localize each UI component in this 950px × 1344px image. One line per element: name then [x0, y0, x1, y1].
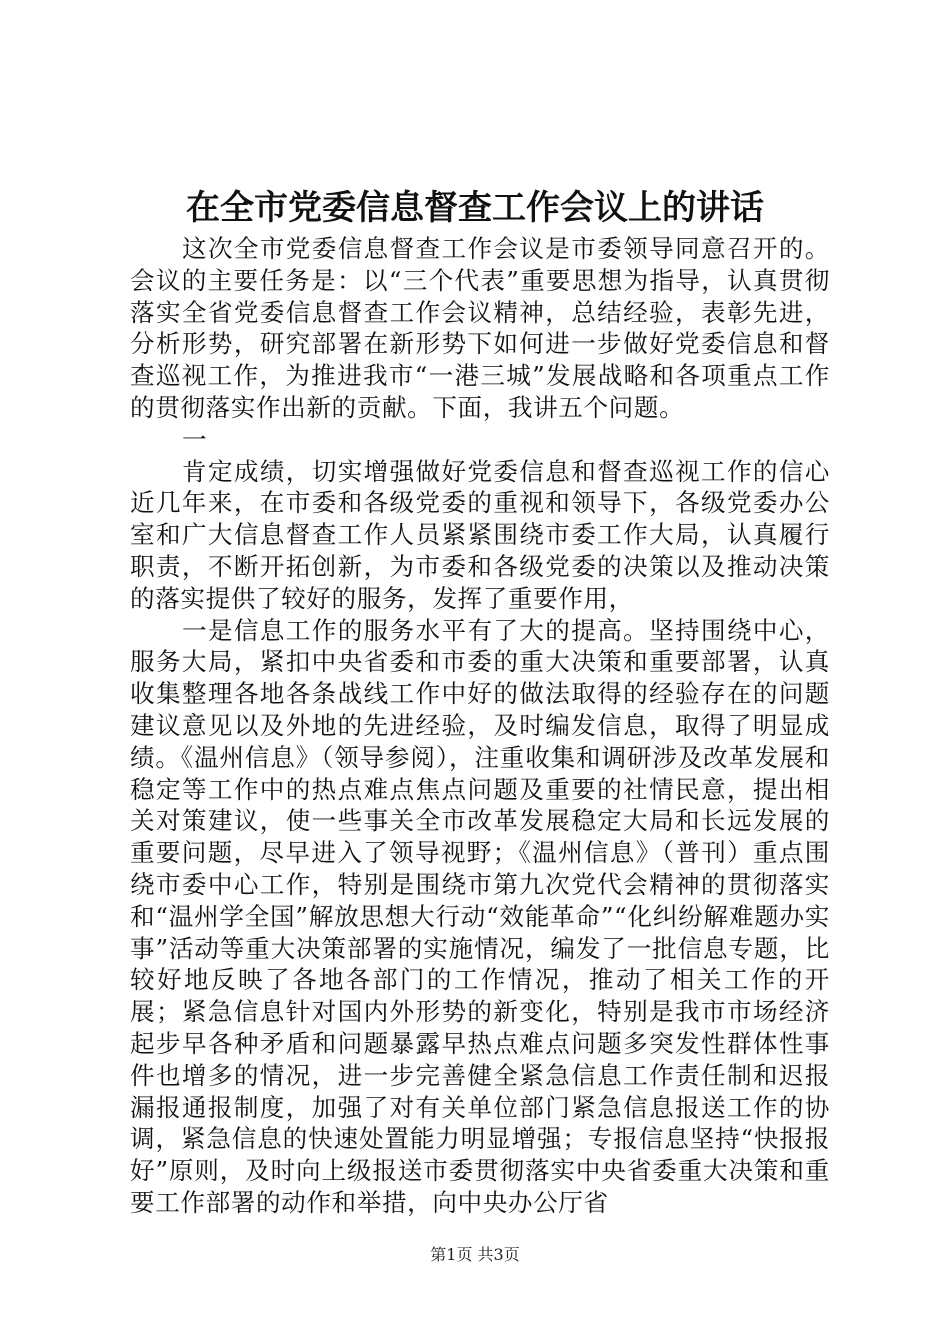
paragraph-section-heading: 肯定成绩，切实增强做好党委信息和督查巡视工作的信心近几年来，在市委和各级党委的重视和领导下，各级党委办公室和广大信息督查工作人员紧紧围绕市委工作大局，认真履行职责，不断开拓创新，为市委和各级党委的决策以及推动决策的落实提供了较好的服务，发挥了重要作用， — [130, 456, 830, 613]
document-body — [130, 233, 830, 1219]
paragraph-info-work: 一是信息工作的服务水平有了大的提高。坚持围绕中心，服务大局，紧扣中央省委和市委的重大决策和重要部署，认真收集整理各地各条战线工作中好的做法取得的经验存在的问题建议意见以及外地的先进经验，及时编发信息，取得了明显成绩。《温州信息》（领导参阅），注重收集和调研涉及改革发展和稳定等工作中的热点难点焦点问题及重要的社情民意，提出相关对策建议，使一些事关全市改革发展稳定大局和长远发展的重要问题，尽早进入了领导视野；《温州信息》（普刊）重点围绕市委中心工作，特别是围绕市第九次党代会精神的贯彻落实和“温州学全国”解放思想大行动“效能革命”“化纠纷解难题办实事”活动等重大决策部署的实施情况，编发了一批信息专题，比较好地反映了各地各部门的工作情况，推动了相关工作的开展；紧急信息针对国内外形势的新变化，特别是我市市场经济起步早各种矛盾和问题暴露早热点难点问题多突发性群体性事件也增多的情况，进一步完善健全紧急信息工作责任制和迟报漏报通报制度，加强了对有关单位部门紧急信息报送工作的协调，紧急信息的快速处置能力明显增强；专报信息坚持“快报报好”原则，及时向上级报送市委贯彻落实中央省委重大决策和重要工作部署的动作和举措，向中央办公厅省 — [130, 615, 830, 1217]
document-title: 在全市党委信息督查工作会议上的讲话 — [186, 188, 764, 228]
section-number: 一 — [182, 424, 208, 454]
page-number-footer: 第1页 共3页 — [430, 1245, 520, 1264]
paragraph-intro: 这次全市党委信息督查工作会议是市委领导同意召开的。会议的主要任务是：以“三个代表”重要思想为指导，认真贯彻落实全省党委信息督查工作会议精神，总结经验，表彰先进，分析形势，研究部署在新形势下如何进一步做好党委信息和督查巡视工作，为推进我市“一港三城”发展战略和各项重点工作的贯彻落实作出新的贡献。下面，我讲五个问题。 — [130, 234, 830, 422]
